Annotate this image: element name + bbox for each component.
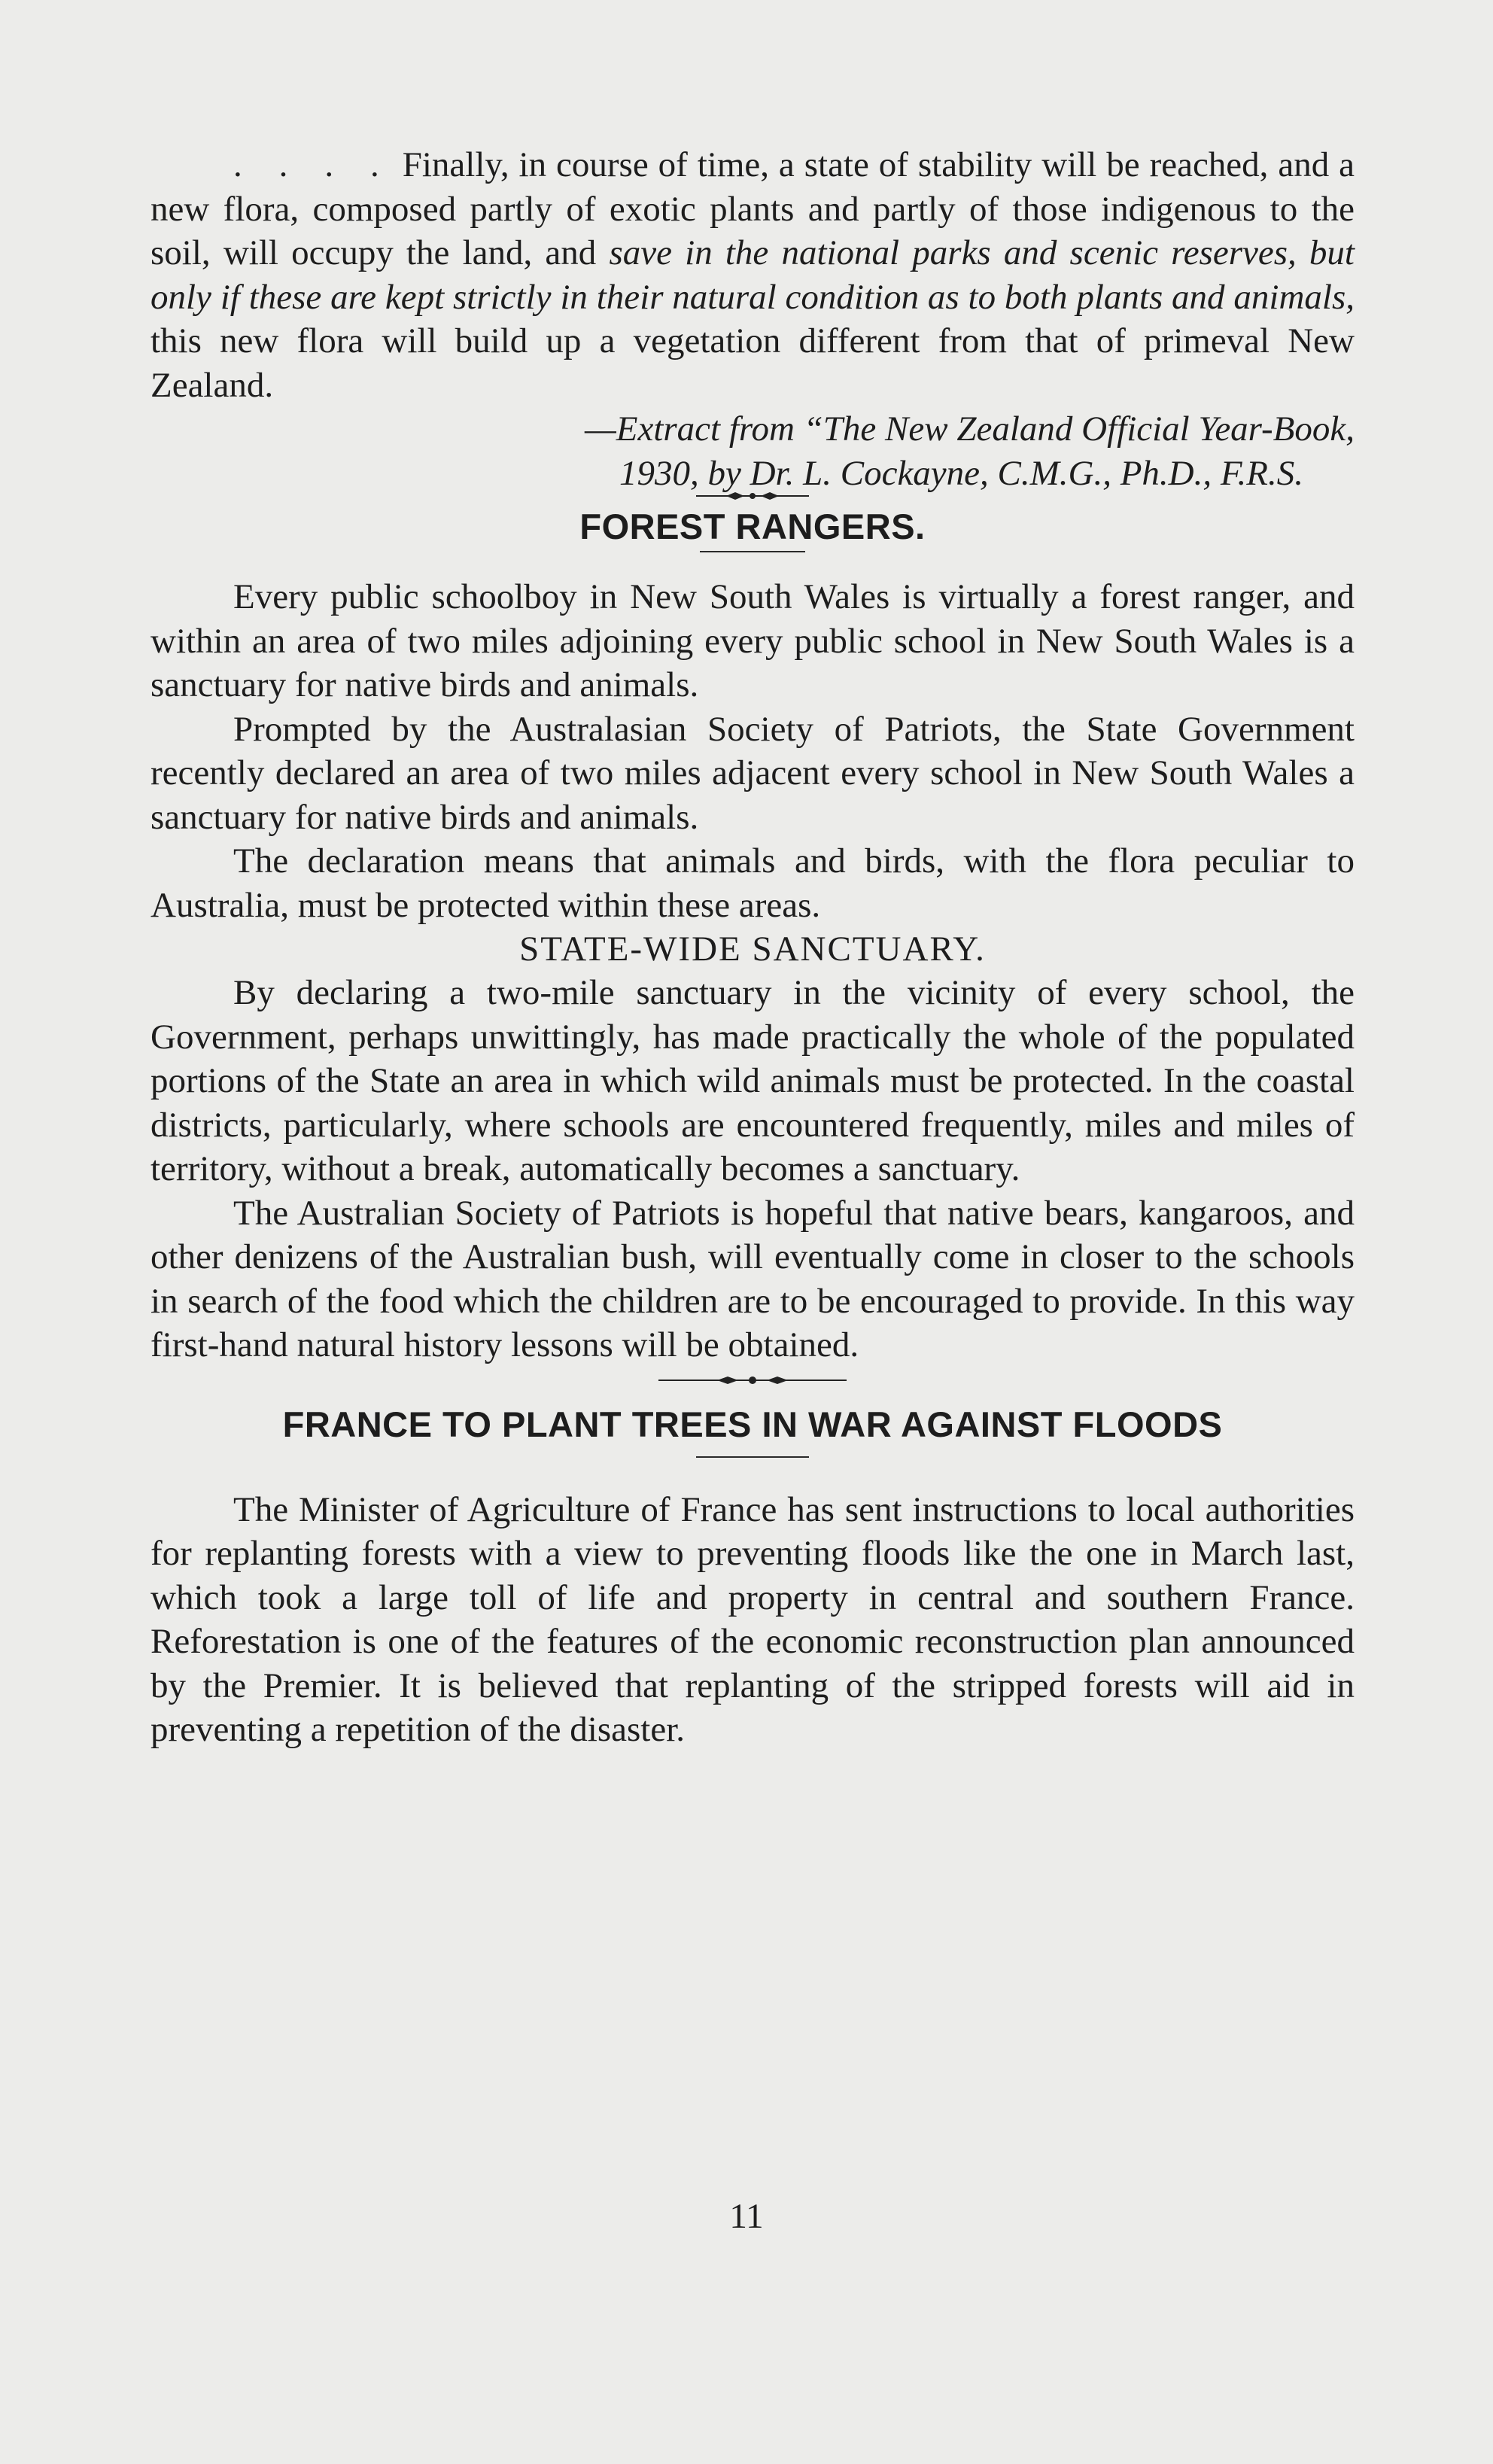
attribution-line-2: 1930, by Dr. L. Cockayne, C.M.G., Ph.D., F.R.S. xyxy=(619,453,1303,493)
ornament-divider xyxy=(658,1375,847,1386)
france-paragraph: The Minister of Agriculture of France has sent instructions to local authorities for replanting forests with a view to preventing floods like the one in March last, which took a large toll of life and property in central and southern France. Reforestation is one of the features of the economic reconstruction plan announced by the Premier. It is believed that replanting of the stripped forests will aid in preventing a repetition of the disaster. xyxy=(151,1489,1355,1749)
state-wide-paragraph-2: The Australian Society of Patriots is hopeful that native bears, kangaroos, and other denizens of the Australian bush, will eventually come in closer to the schools in search of the food which the children are to be encouraged to provide. In this way first-hand natural history lessons will be obtained. xyxy=(151,1193,1355,1364)
extract-paragraph xyxy=(151,143,1355,407)
state-wide-paragraph-1: By declaring a two-mile sanctuary in the vicinity of every school, the Government, perhaps unwittingly, has made practically the whole of the populated portions of the State an area in which wild animals must be protected. In the coastal districts, particularly, where schools are encountered frequently, miles and miles of territory, without a break, automatically becomes a sanctuary. xyxy=(151,973,1355,1188)
attribution-line-1: —Extract from “The New Zealand Official Year-Book, xyxy=(584,409,1355,449)
heading-rule xyxy=(696,1456,809,1458)
forest-rangers-heading: FOREST RANGERS. xyxy=(579,506,926,546)
state-wide-heading: STATE-WIDE SANCTUARY. xyxy=(519,929,986,969)
extract-attribution xyxy=(151,407,1355,495)
page-number: 11 xyxy=(729,2197,764,2236)
extract-italic-text: save in the national parks and scenic reserves, but only if these are kept strictly in their natural condition as to both plants and animals, xyxy=(151,233,1355,317)
forest-rangers-paragraph-1: Every public schoolboy in New South Wales is virtually a forest ranger, and within an area of two miles adjoining every public school in New South Wales is a sanctuary for native birds and animals. xyxy=(151,577,1355,704)
extract-text-2: this new flora will build up a vegetation different from that of primeval New Zealand. xyxy=(151,321,1355,405)
forest-rangers-paragraph-3: The declaration means that animals and birds, with the flora peculiar to Australia, must be protected within these areas. xyxy=(151,841,1355,925)
heading-rule xyxy=(700,551,805,552)
extract-text-1: Finally, in course of time, a state of stability will be reached, and a new flora, composed partly of exotic plants and partly of those indigenous to the soil, will occupy the land, and xyxy=(151,145,1355,272)
forest-rangers-paragraph-2: Prompted by the Australasian Society of Patriots, the State Government recently declared an area of two miles adjacent every school in New South Wales a sanctuary for native birds and animals. xyxy=(151,709,1355,837)
france-heading: FRANCE TO PLANT TREES IN WAR AGAINST FLOODS xyxy=(282,1404,1223,1444)
ellipsis: . . . . xyxy=(233,145,393,184)
page-body xyxy=(151,143,1355,1752)
